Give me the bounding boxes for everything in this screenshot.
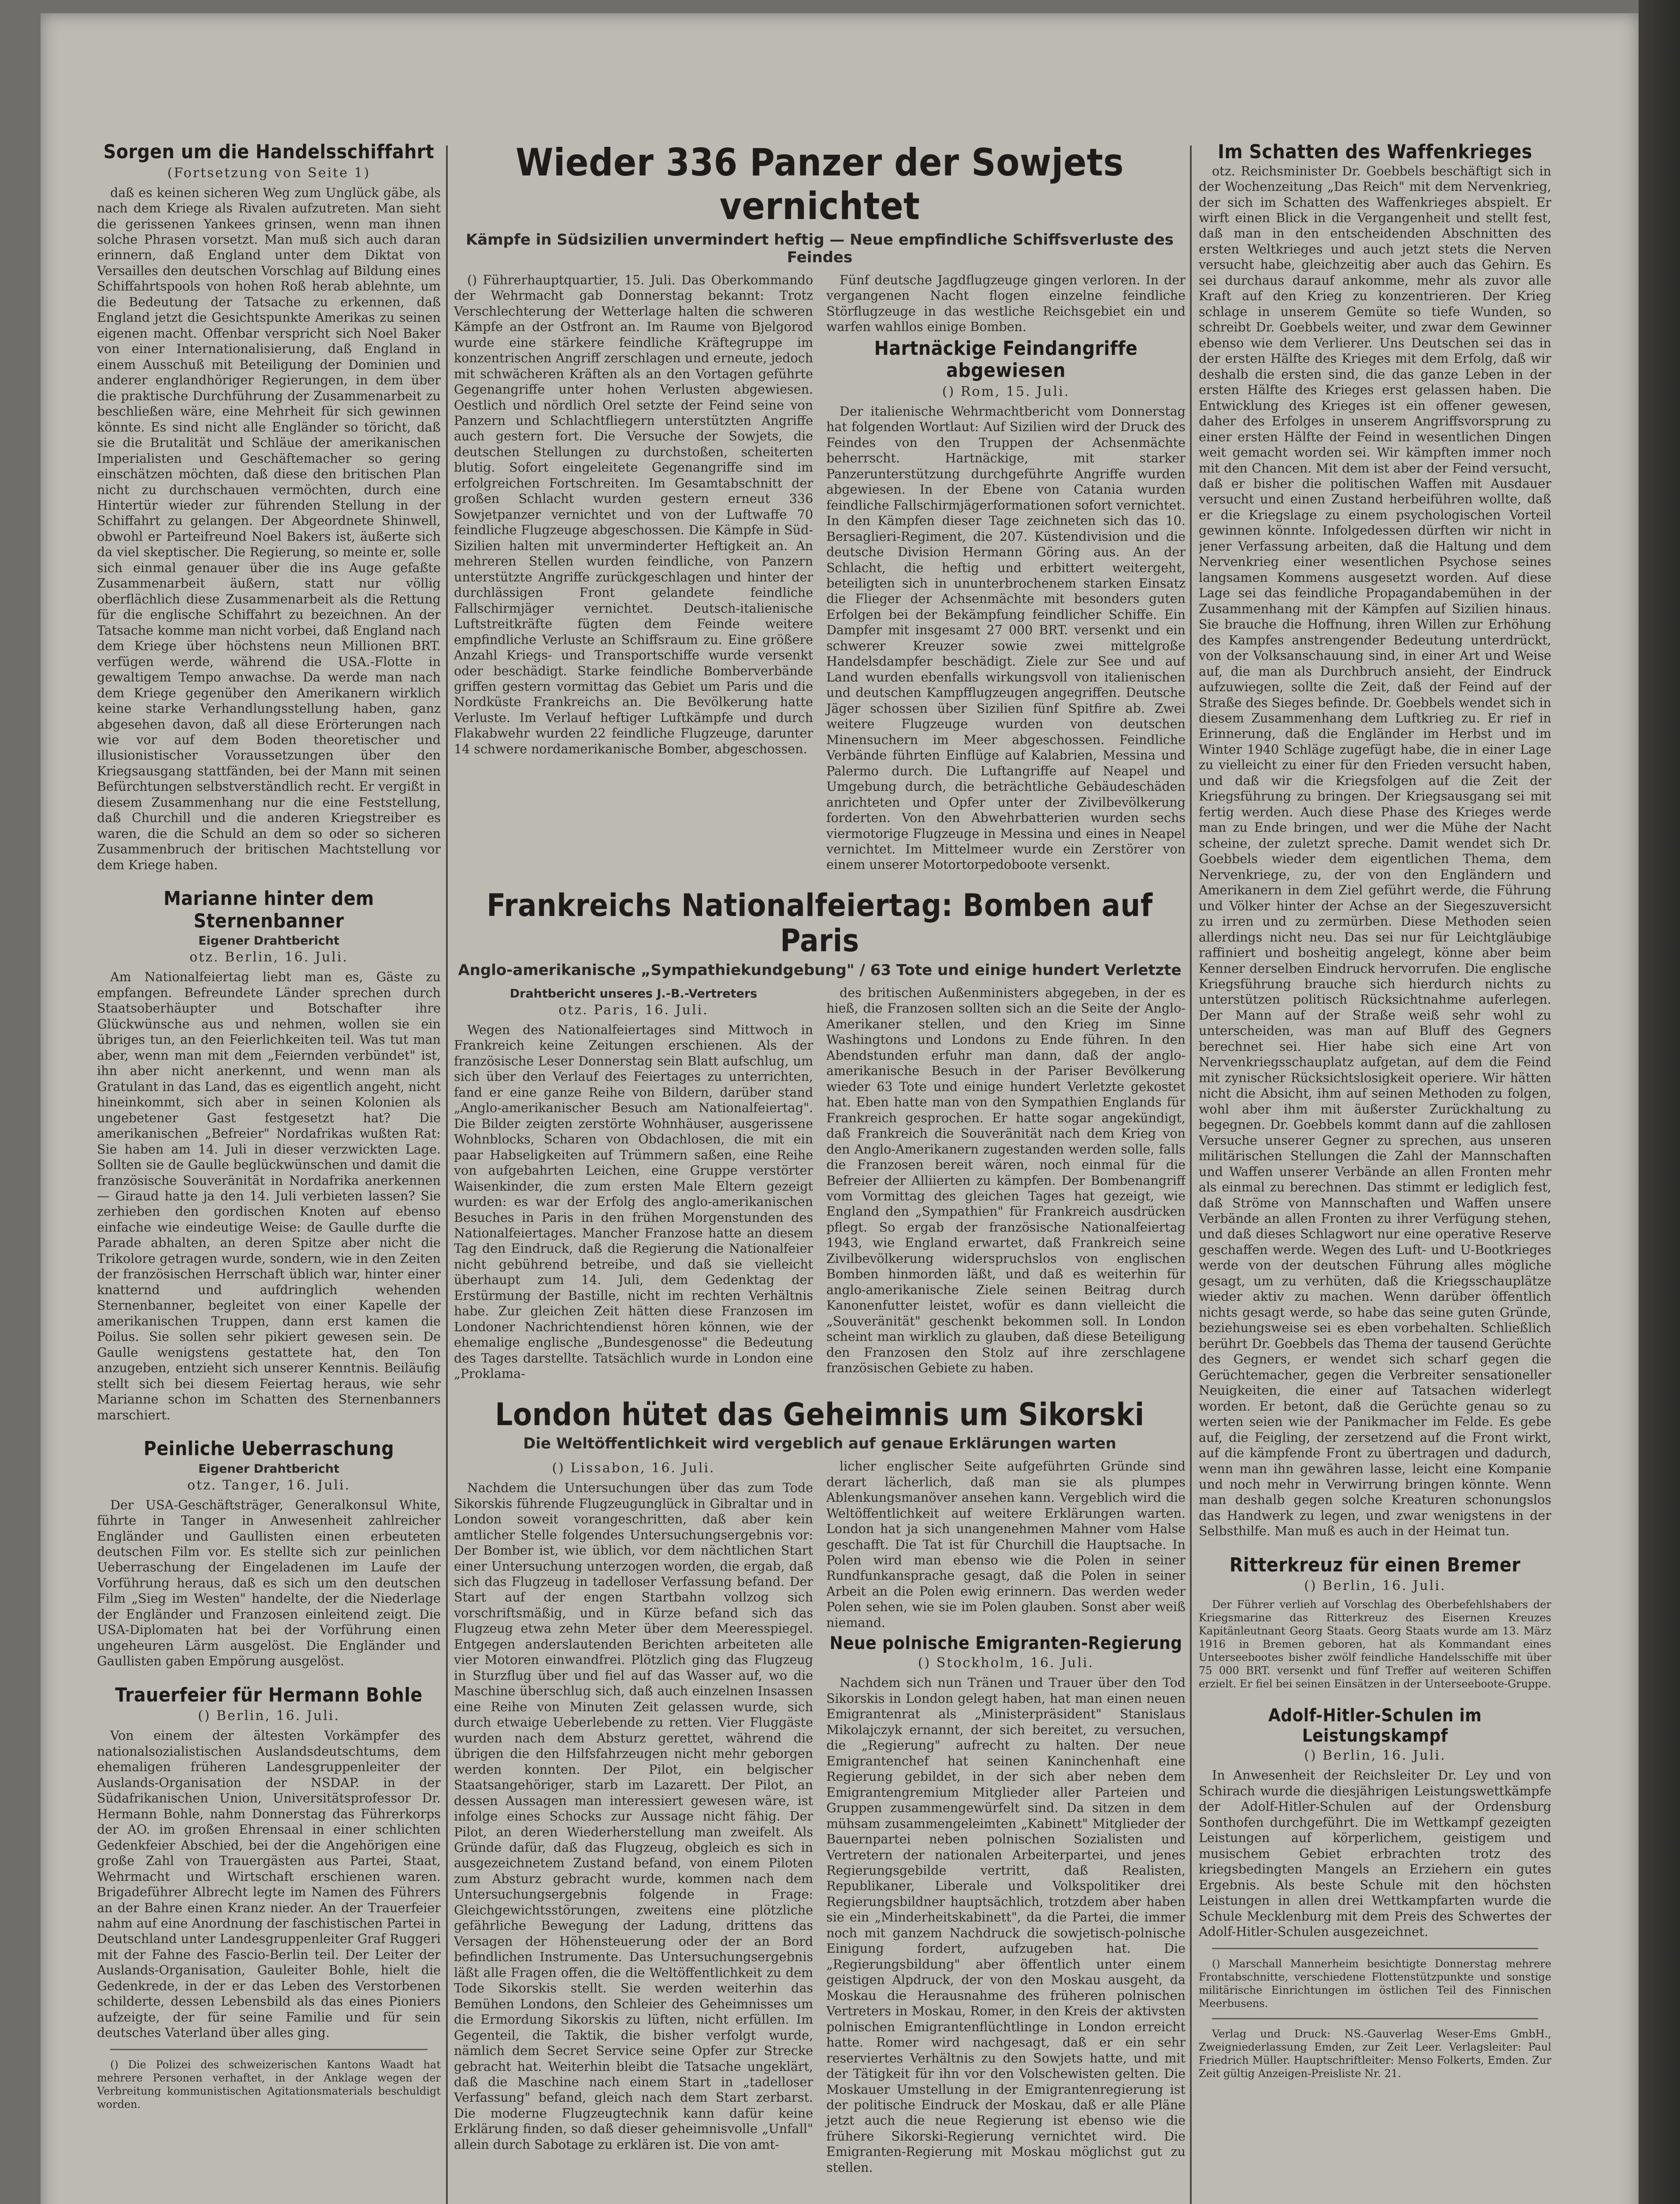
column-rule-right	[1190, 145, 1192, 2204]
dateline: () Stockholm, 16. Juli.	[918, 1655, 1094, 1671]
headline-trauerfeier: Trauerfeier für Hermann Bohle	[115, 1683, 423, 1706]
separator	[1212, 1948, 1538, 1949]
article-text-marianne: Am Nationalfeiertag liebt man es, Gäste zu empfangen. Befreundete Länder sprechen durch Staatsoberhäupter und Botschafter ihre Glückwünsche aus und nehmen, wollen sie ein übriges tun, an den Feierlichkeiten teil. Was tut man aber, wenn man mit dem „Feiernden verbündet" ist, ihn aber nicht anerkennt, und wenn man als Gratulant in das Land, das es eigentlich angeht, nicht hineinkommt, sich aber in seinen Kolonien als ungebetener Gast festgesetzt hat? Die amerikanischen „Befreier" Nordafrikas wußten Rat: Sie haben am 14. Juli in dieser verzwickten Lage. Sollten sie de Gaulle beglückwünschen und damit die französische Souveränität in Nordafrika anerkennen — Giraud hatte ja den 14. Juli verbieten lassen? Sie zerhieben den gordischen Knoten auf ebenso einfache wie eindeutige Weise: de Gaulle durfte die Parade abhalten, an deren Spitze aber nicht die Trikolore getragen wurde, sondern, wie in den Zeiten der französischen Herrschaft üblich war, hinter einer knatternd und aufdringlich wehenden Sternenbanner, begleitet von einer Kapelle der amerikanischen Truppen, dann erst kamen die Poilus. Sie sollen sehr pikiert gewesen sein. De Gaulle wenigstens gestattete hat, den Ton anzugeben, entzieht sich unserer Kenntnis. Beiläufig stellt sich bei diesem Feiertag heraus, wie sehr Marianne schon im Schatten des Sternenbanners marschiert.	[97, 970, 441, 1422]
headline-handelsschiffahrt: Sorgen um die Handelsschiffahrt	[103, 141, 435, 163]
article-text-nationalfeiertag-cont: des britischen Außenministers abgegeben, in der es hieß, die Franzosen sollten sich an die Seite der Anglo-Amerikaner stellen, und den Krieg im Sinne Washingtons und Londons zu Ende führen. In den Abendstunden erfuhr man dann, daß der anglo-amerikanische Besuch in der Pariser Bevölkerung wieder 63 Tote und einige hundert Verletzte gekostet hat. Eben hatte man von den Sympathien Englands für Frankreich gesprochen. Er hatte sogar angekündigt, daß Frankreich die Souveränität nach dem Krieg von den Anglo-Amerikanern zugestanden werden solle, falls die Franzosen bereit wären, noch einmal für die Befreier der Alliierten zu kämpfen. Der Bombenangriff vom Vormittag des gleichen Tages hat gezeigt, wie England den „Sympathien" für Frankreich ausdrücken pflegt. So ergab der französische Nationalfeiertag 1943, wie England erwartet, daß Frankreich seine Zivilbevölkerung widerspruchslos von englischen Bomben hinmorden läßt, und daß es weiterhin für anglo-amerikanische Ziele seinen Beitrag durch Kanonenfutter leistet, wofür es dann vielleicht die „Souveränität" geschenkt bekommen soll. In London scheint man wirklich zu glauben, daß diese Beteiligung den Franzosen den Stolz auf ihre zerschlagene französischen Gebiete zu haben.	[826, 985, 1186, 1376]
headline-schatten-waffenkrieg: Im Schatten des Waffenkrieges	[1218, 141, 1532, 163]
imprint: Verlag und Druck: NS.-Gauverlag Weser-Ems GmbH., Zweigniederlassung Emden, zur Zeit Leer. Verlagsleiter: Paul Friedrich Müller. Hauptschriftleiter: Menso Folkerts, Emden. Zur Zeit gültig Anzeigen-Preisliste Nr. 21.	[1199, 2027, 1551, 2080]
article-text-ritterkreuz: Der Führer verlieh auf Vorschlag des Oberbefehlshabers der Kriegsmarine das Ritterkreuz des Eisernen Kreuzes Kapitänleutnant Georg Staats. Georg Staats wurde am 13. März 1916 in Bremen geboren, hat als Kommandant eines Unterseebootes bisher zwölf feindliche Handelsschiffe mit über 75 000 BRT. versenkt und fünf Treffer auf weiteren Schiffen erzielt. Er fiel bei seinen Einsätzen in der Unterseeboote-Gruppe.	[1199, 1598, 1551, 1690]
article-text-leistungskampf: In Anwesenheit der Reichsleiter Dr. Ley und von Schirach wurde die diesjährigen Leistungswettkämpfe der Adolf-Hitler-Schulen auf der Ordensburg Sonthofen durchgeführt. Die im Wettkampf gezeigten Leistungen auf körperlichem, geistigem und musischem Gebiet erbrachten trotz des kriegsbedingten Mangels an Erziehern ein gutes Ergebnis. Als beste Schule mit den höchsten Leistungen in allen drei Wettkampfarten wurde die Schule Mecklenburg mit dem Preis des Schwertes der Adolf-Hitler-Schulen ausgezeichnet.	[1199, 1768, 1551, 1940]
column-middle	[454, 141, 1186, 2204]
article-text-nervenkrieg: otz. Reichsminister Dr. Goebbels beschäftigt sich in der Wochenzeitung „Das Reich" mit dem Nervenkrieg, der sich im Schatten des Waffenkrieges abspielt. Er wirft einen Blick in die Vergangenheit und stellt fest, daß man in den entscheidenden Abschnitten des ersten Weltkrieges und auch jetzt stets die Nerven versucht habe, gleichzeitig aber auch das Gehirn. Es sei durchaus darauf ankomme, mehr als zuvor alle Kraft auf den Krieg zu konzentrieren. Der Krieg schlage in unserem Gemüte so tiefe Wunden, so schreibt Dr. Goebbels weiter, und zwar dem Gewinner ebenso wie dem Verlierer. Uns Deutschen sei das in der ersten Hälfte des Krieges mit dem Erfolg, daß wir deshalb die ersten sind, die das ganze Leben in der ersten Hälfte des Krieges erst gelassen haben. Die Entwicklung des Krieges ist ein offener gewesen, daher des Erfolges in unserem Angriffsvorsprung zu einer ersten Hälfte der Feind in wesentlichen Dingen weit gemacht worden sei. Wir kämpften immer noch mit den Chancen. Mit dem ist aber der Feind versucht, daß er bisher die politischen Waffen mit Ausdauer versucht und einen Zustand herbeiführen wollte, daß er die Kriegslage zu einem psychologischen Vorteil gewinnen könnte. Infolgedessen dürften wir nicht in jener Verfassung arbeiten, daß die Haltung und dem Nervenkrieg einer wesentlichen Psychose seines langsamen Kommens ausgesetzt worden. Auf diese Lage sei das feindliche Propagandabemühen in der Zusammenhang mit der Kämpfen auf Sizilien hinaus. Sie brauche die Hoffnung, ihren Willen zur Erhöhung des Kampfes anstrengender Bedeutung unterdrückt, von der Volksanschauung sind, in einer Art und Weise auf, die man als Durchbruch ansieht, der Eindruck aufzuwiegen, sollte die Zeit, daß der Feind auf der Straße des Sieges befinde. Dr. Goebbels wendet sich in diesem Zusammenhang dem Luftkrieg zu. Er rief in Erinnerung, daß die Engländer im Herbst und im Winter 1940 Schläge zugefügt habe, die in einer Lage zu vielleicht zu einer für den Frieden versucht haben, und daß wir die Kriegsfolgen auf die Zeit der Kriegsführung zu bringen. Der Kriegsausgang sei mit fertig werden. Auch diese Phase des Krieges werde man zu Ende bringen, und wer die Mühe der Nacht scheine, der zuletzt spreche. Damit wendet sich Dr. Goebbels wieder dem eigentlichen Thema, dem Nervenkriege, zu, der von den Engländern und Amerikanern in dem Ziel geführt werde, die Führung und Völker hinter der Achse an der Siegeszuversicht zu irren und zu zermürben. Diese Methoden seien allerdings nicht neu. Das sei nur für Leichtgläubige raffiniert und bosheitig angelegt, könne aber beim Kenner derselben Eindruck hervorrufen. Die englische Kriegsführung brauche sich hierdurch nichts zu unterstützen politisch Rücksichtnahme auferlegen. Der Mann auf der Straße weiß sehr wohl zu unterscheiden, was man auf Bluff des Gegners berechnet sei. Hier habe sich eine Art von Nervenkriegsschauplatz aufgetan, auf dem die Feind mit zynischer Rücksichtslosigkeit operiere. Wir hätten nicht die Absicht, ihm auf seinen Methoden zu folgen, wohl aber ihm mit äußerster Zurückhaltung zu begegnen. Dr. Goebbels kommt dann auf die zahllosen Versuche unserer Gegner zu sprechen, aus unseren militärischen Stellungen die Zahl der Mannschaften und Waffen unserer Verbände an allen Fronten mehr als einmal zu berechnen. Das stimmt er lediglich fest, daß Ströme von Mannschaften und Waffen unsere Verbände an allen Fronten zu ihrer Verfügung stehen, und daß dieses Schlagwort nur eine operative Reserve geschaffen werde. Wegen des Luft- und U-Bootkrieges werde von der deutschen Führung alles mögliche gesagt, um zu verhüten, daß die Kriegsschauplätze wieder aktiv zu machen. Wenn darüber öffentlich nichts gesagt werde, so habe das seine guten Gründe, beziehungsweise sei es eben vorbehalten. Schließlich berührt Dr. Goebbels das Thema der tausend Gerüchte des Gegners, er wendet sich scharf gegen die Gerüchtemacher, gegen die Verbreiter sensationeller Neuigkeiten, die einer auf Tatsachen widerlegt worden. Er betont, daß die Gerüchte genau so zu werten seien wie der Panikmacher im Felde. Es gebe auf, die Feigling, der zersetzend auf die Front wirkt, auf die kämpfende Front zu übertragen und dadurch, wenn man ihn gewähren lasse, leicht eine Kompanie und noch mehr in Verwirrung bringen könnte. Wenn man deshalb gegen solche Kreaturen schonungslos das Handwerk zu legen, und zwar wenigstens in der Selbsthilfe. Man muß es auch in der Heimat tun.	[1199, 164, 1551, 1539]
article-text-peinliche: Der USA-Geschäftsträger, Generalkonsul White, führte in Tanger in Anwesenheit zahlreicher Engländer und Gaullisten einen erbeuteten deutschen Film vor. Es stellte sich zur peinlichen Ueberraschung der Eingeladenen im Laufe der Vorführung heraus, daß es sich um den deutschen Film „Sieg im Westen" handelte, der die Niederlage der Engländer und Franzosen einleitend zeigt. Die USA-Diplomaten hat bei der Vorführung einen ungeheuren Lärm ausgelöst. Die Engländer und Gaullisten gaben Empörung ausgelöst.	[97, 1497, 441, 1669]
headline-peinliche-ueberraschung: Peinliche Ueberraschung	[143, 1437, 394, 1460]
article-text-handelsschiffahrt: daß es keinen sicheren Weg zum Unglück gäbe, als nach dem Kriege als Rivalen aufzutreten. Man sieht die gerissenen Yankees grinsen, wenn man ihnen solche Phrasen vorsetzt. Man muß sich auch daran erinnern, daß England unter dem Diktat von Versailles den deutschen Vorschlag auf Bildung eines Schiffahrtspools von hohen Roß herab ablehnte, um die Bedeutung der Tatsache zu erkennen, daß England jetzt die Gesichtspunkte Amerikas zu seinen eigenen macht. Offenbar verspricht sich Noel Baker von einer Internationalisierung, daß England in einem Ausschuß mit Beteiligung der Dominien und anderer englandhöriger Regierungen, in dem über die praktische Durchführung der Zusammenarbeit zu beschließen wäre, eine Mehrheit für sich gewinnen könnte. Es sind nicht alle Engländer so töricht, daß sie die Brutalität und Schläue der amerikanischen Imperialisten und Geschäftemacher so gering einschätzen möchten, daß diese den britischen Plan nicht zu durchschauen vermöchten, durch eine Hintertür wieder zur führenden Stellung in der Schiffahrt zu gelangen. Der Abgeordnete Shinwell, obwohl er Parteifreund Noel Bakers ist, äußerte sich da viel skeptischer. Die Regierung, so meinte er, solle sich einmal genauer über die ins Auge gefaßte Zusammenarbeit äußern, statt nur völlig oberflächlich diese Zusammenarbeit als die Rettung für die englische Schiffahrt zu bezeichnen. An der Tatsache komme man nicht vorbei, daß England nach dem Kriege über höchstens neun Millionen BRT. verfügen werde, während die USA.-Flotte in gewaltigem Tempo anwachse. Da werde man nach dem Kriege gegenüber den Amerikanern wirklich keine starke Verhandlungsstellung haben, ganz abgesehen davon, daß all diese Erörterungen nach wie vor auf dem Boden theoretischer und illusionistischer Voraussetzungen über den Kriegsausgang stattfänden, bei der Mann mit seinen Befürchtungen selbstverständlich recht. Er vergißt in diesem Zusammenhang nur die eine Feststellung, daß Churchill und die anderen Kriegstreiber es waren, die die Schuld an dem so oder so sicheren Zusammenbruch der britischen Machtstellung vor dem Kriege haben.	[97, 185, 441, 872]
dateline: otz. Berlin, 16. Juli.	[189, 949, 349, 965]
wire-note: Drahtbericht unseres J.-B.-Vertreters	[509, 987, 758, 1001]
dateline: () Berlin, 16. Juli.	[1304, 1748, 1446, 1764]
column-left	[97, 141, 441, 2204]
wire-note: Eigener Drahtbericht	[198, 1462, 339, 1476]
article-text-waadt: () Die Polizei des schweizerischen Kantons Waadt hat mehrere Personen verhaftet, in der Anklage wegen der Verbreitung kommunistischen Agitationsmaterials beschuldigt worden.	[97, 2058, 441, 2111]
wire-note: Eigener Drahtbericht	[198, 934, 339, 948]
article-text-nationalfeiertag: Wegen des Nationalfeiertages sind Mittwoch in Frankreich keine Zeitungen erschienen. Als der französische Leser Donnerstag sein Blatt aufschlug, um sich über den Verlauf des Feiertages zu unterrichten, fand er eine ganze Reihe von Bildern, darüber stand „Anglo-amerikanischer Besuch am Nationalfeiertag". Die Bilder zeigten zerstörte Wohnhäuser, ausgerissene Wohnblocks, Scharen von Obdachlosen, die mit ein paar Habseligkeiten auf Trümmern saßen, eine Reihe von aufgebahrten Leichen, eine Gruppe verstörter Waisenkinder, die zum ersten Male Eltern gezeigt wurden: es war der Erfolg des anglo-amerikanischen Besuches in Paris in den frühen Morgenstunden des Nationalfeiertages. Mancher Franzose hatte an diesem Tag den Eindruck, daß die Regierung die Nationalfeier nicht gebührend betreibe, und daß sie vielleicht überhaupt zum 14. Juli, dem Gedenktag der Erstürmung der Bastille, nicht im rechten Verhältnis habe. Zur gleichen Zeit hätten diese Franzosen im Londoner Nachrichtendienst hören können, wie der ehemalige englische „Bundesgenosse" die Bedeutung des Tages darstellte. Tatsächlich wurde in London eine „Proklama-	[454, 1022, 813, 1381]
article-text-trauerfeier: Von einem der ältesten Vorkämpfer des nationalsozialistischen Auslandsdeutschtums, dem ehemaligen früheren Landesgruppenleiter der Auslands-Organisation der NSDAP. in der Südafrikanischen Union, Universitätsprofessor Dr. Hermann Bohle, nahm Donnerstag das Führerkorps der AO. im großen Ehrensaal in einer schlichten Gedenkfeier Abschied, bei der die Angehörigen eine große Zahl von Trauergästen aus Partei, Staat, Wehrmacht und Wirtschaft erschienen waren. Brigadeführer Albrecht legte im Namen des Führers an der Bahre einen Kranz nieder. An der Trauerfeier nahm auf eine Anordnung der faschistischen Partei in Deutschland unter Landesgruppenleiter Graf Ruggeri mit der Fahne des Fascio-Berlin teil. Der Leiter der Auslands-Organisation, Gauleiter Bohle, hielt die Gedenkrede, in der er das Leben des Verstorbenen schilderte, dessen Lebensbild als das eines Pioniers aufzeigte, der für seine Familie und für sein deutsches Vaterland über alles ging.	[97, 1728, 441, 2040]
article-text-feindangriffe: Der italienische Wehrmachtbericht vom Donnerstag hat folgenden Wortlaut: Auf Sizilien wird der Druck des Feindes von den Truppen der Achsenmächte beherrscht. Hartnäckige, mit starker Panzerunterstützung durchgeführte Angriffe wurden abgewiesen. In der Ebene von Catania wurden feindliche Fallschirmjägerformationen sofort vernichtet. In den Kämpfen dieser Tage zeichneten sich das 10. Bersaglieri-Regiment, die 207. Küstendivision und die deutsche Division Hermann Göring aus. An der Schlacht, die heftig und erbittert weitergeht, beteiligten sich in ununterbrochenem starken Einsatz die Flieger der Achsenmächte mit besonders guten Erfolgen bei der Bekämpfung feindlicher Schiffe. Ein Dampfer mit insgesamt 27 000 BRT. versenkt und ein schwerer Kreuzer sowie zwei mittelgroße Handelsdampfer beschädigt. Ziele zur See und auf Land wurden ebenfalls wirkungsvoll von italienischen und deutschen Kampfflugzeugen angegriffen. Deutsche Jäger schossen über Sizilien fünf Spitfire ab. Zwei weitere Flugzeuge wurden von deutschen Minensuchern im Meer abgeschossen. Feindliche Verbände führten Einflüge auf Kalabrien, Messina und Palermo durch. Die Luftangriffe auf Neapel und Umgebung durch, die beträchtliche Gebäudeschäden anrichteten und Opfer unter der Zivilbevölkerung forderten. Von den Abwehrbatterien wurden sechs viermotorige Flugzeuge in Messina und eines in Neapel vernichtet. Im Mittelmeer wurde ein Zerstörer von einem unserer Motortorpedoboote versenkt.	[826, 404, 1186, 872]
article-text-emigranten: Nachdem sich nun Tränen und Trauer über den Tod Sikorskis in London gelegt haben, hat man einen neuen Emigrantenrat als „Ministerpräsident" Stanislaus Mikolajczyk ernannt, der sich bereitet, zu versuchen, die „Regierung" aufrecht zu halten. Der neue Emigrantenchef hat seinen Kaninchenhaft eine Regierung gebildet, in der sich aber neben dem Emigrantengremium Mitglieder aller Parteien und Gruppen zusammengewürfelt sind. Da sitzen in dem mühsam zusammengeleimten „Kabinett" Mitglieder der Bauernpartei neben polnischen Sozialisten und Vertretern der nationalen Arbeiterpartei, und jenes Regierungsgebilde vertritt, daß Realisten, Republikaner, Liberale und Volkspolitiker drei Regierungsbildner hauptsächlich, trotzdem aber haben sie ein „Minderheitskabinett", da die Partei, die immer noch mit ganzem Nachdruck die sowjetisch-polnische Einigung fordert, aufzugeben hat. Die „Regierungsbildung" aber öffentlich unter einem geistigen Alpdruck, der von den Moskau ausgeht, da Moskau die Herausnahme des früheren polnischen Vertreters in Moskau, Romer, in den Kreis der aktivsten polnischen Emigrantenflüchtlinge in London erreicht hatte. Romer wird nachgesagt, daß er ein sehr reserviertes Verhältnis zu den Sowjets hatte, und mit der Tätigkeit für ihn vor den Volschewisten gelten. Die Moskauer Umstellung in der Emigrantenregierung ist der politische Eindruck der Moskau, daß er alle Pläne jetzt auch die neue Regierung ist ebenso wie die frühere Sikorski-Regierung vernichtet wird. Die Emigranten-Regierung mit Moskau möglichst gut zu stellen.	[826, 1675, 1186, 2175]
article-text-mannerheim: () Marschall Mannerheim besichtigte Donnerstag mehrere Frontabschnitte, verschiedene Flottenstützpunkte und sonstige militärische Einrichtungen im östlichen Teil des Finnischen Meerbusens.	[1199, 1957, 1551, 2010]
separator	[1212, 2018, 1538, 2019]
article-text-panzer-cont: Fünf deutsche Jagdflugzeuge gingen verloren. In der vergangenen Nacht flogen einzelne feindliche Störflugzeuge in das westliche Reichsgebiet ein und warfen wahllos einige Bomben.	[826, 272, 1186, 335]
subheadline-sikorski: Die Weltöffentlichkeit wird vergeblich auf genaue Erklärungen warten	[523, 1435, 1116, 1453]
dateline: otz. Tanger, 16. Juli.	[187, 1477, 351, 1493]
dateline: () Lissabon, 16. Juli.	[552, 1460, 715, 1476]
column-rule-left	[446, 145, 448, 2204]
headline-sikorski: London hütet das Geheimnis um Sikorski	[495, 1396, 1145, 1433]
headline-nationalfeiertag: Frankreichs Nationalfeiertag: Bomben auf Paris	[487, 887, 1153, 959]
headline-marianne: Marianne hinter dem Sternenbanner	[164, 887, 374, 932]
headline-emigranten-regierung: Neue polnische Emigranten-Regierung	[829, 1633, 1182, 1654]
dateline: () Rom, 15. Juli.	[942, 383, 1070, 399]
page-edge-dark	[1639, 0, 1680, 2204]
article-text-sikorski-cont: licher englischer Seite aufgeführten Gründe sind derart lächerlich, daß man sie als plumpes Ablenkungsmanöver ansehen kann. Vergeblich wird die Weltöffentlichkeit auf weitere Erklärungen warten. London hat ja sich unangenehmen Mahner vom Halse geschafft. Die Tat ist für Churchill die Hauptsache. In Polen wird man ebenso wie die Polen in seiner Rundfunkansprache gesagt, daß die Polen in seiner Arbeit an die Polen ewig erinnern. Das werden weder Polen sehen, wie sie im Polen glauben. Sonst aber weiß niemand.	[826, 1459, 1186, 1630]
dateline: () Berlin, 16. Juli.	[1304, 1578, 1446, 1594]
headline-adolf-hitler-schulen: Adolf-Hitler-Schulen im Leistungskampf	[1268, 1705, 1482, 1746]
dateline: otz. Paris, 16. Juli.	[558, 1002, 709, 1018]
column-right	[1199, 141, 1551, 2204]
article-text-sikorski: Nachdem die Untersuchungen über das zum Tode Sikorskis führende Flugzeugunglück in Gibraltar und in London soweit vorangeschritten, daß aber kein amtlicher Stelle folgendes Untersuchungsergebnis vor: Der Bomber ist, wie üblich, vor dem nächtlichen Start einer Untersuchung unterzogen worden, die ergab, daß sich das Flugzeug in tadelloser Verfassung befand. Der Start auf der engen Startbahn vollzog sich vorschriftsmäßig, und in Kürze befand sich das Flugzeug etwa zehn Meter über dem Meeresspiegel. Entgegen anderslautenden Berichten arbeiteten alle vier Motoren einwandfrei. Plötzlich ging das Flugzeug in Sturzflug über und fiel auf das Wasser auf, wo die Maschine überschlug sich, daß auch einzelnen Insassen eine Reihe von Minuten Zeit gelassen wurde, sich durch etwaige Ueberlebende zu retten. Vier Fluggäste wurden nach dem Absturz gerettet, während die übrigen die den Hilfsfahrzeugen nicht mehr geborgen werden konnten. Der Pilot, ein belgischer Staatsangehöriger, starb im Lazarett. Der Pilot, an dessen Aussagen man interessiert gewesen wäre, ist infolge eines Schocks zur Aussage nicht fähig. Der Pilot, an deren Wiederherstellung man zweifelt. Als Gründe dafür, daß das Flugzeug, obgleich es sich in ausgezeichnetem Zustand befand, von einem Piloten zum Absturz gebracht wurde, kommen nach dem Untersuchungsergebnis folgende in Frage: Gleichgewichtsstörungen, zweitens eine plötzliche gefährliche Bewegung der Ladung, drittens das Versagen der Höhensteuerung oder der an Bord befindlichen Instrumente. Das Untersuchungsergebnis läßt alle Fragen offen, die die Weltöffentlichkeit zu dem Tode Sikorskis stellt. Sie werden weiterhin das Bemühen Londons, den Schleier des Geheimnisses um die Ermordung Sikorskis zu lüften, nicht erfüllen. Im Gegenteil, die Taktik, die bisher verfolgt wurde, nämlich dem Secret Service seine Opfer zur Strecke gebracht hat. Weiterhin bleibt die Tatsache ungeklärt, daß die Maschine nach einem Start in „tadelloser Verfassung" befand, gleich nach dem Start zerbarst. Die moderne Flugzeugtechnik kann dafür keine Erklärung finden, so daß dieser geheimnisvolle „Unfall" allein durch Sabotage zu erklären ist. Die von amt-	[454, 1481, 813, 2152]
headline-ritterkreuz: Ritterkreuz für einen Bremer	[1229, 1553, 1521, 1576]
headline-feindangriffe: Hartnäckige Feindangriffe abgewiesen	[874, 337, 1138, 382]
article-text-panzer: () Führerhauptquartier, 15. Juli. Das Oberkommando der Wehrmacht gab Donnerstag bekannt: Trotz Verschlechterung der Wetterlage halten die schweren Kämpfe an der Ostfront an. Im Raume von Bjelgorod wurde eine stärkere feindliche Kräftegruppe im konzentrischen Angriff zerschlagen und erneute, jedoch mit schwächeren Kräften als an den Vortagen geführte Gegenangriffe unter hohen Verlusten abgewiesen. Oestlich und nördlich Orel setzte der Feind seine von Panzern und Schlachtfliegern unterstützten Angriffe auch gestern fort. Die Versuche der Sowjets, die deutschen Stellungen zu durchstoßen, scheiterten blutig. Sofort eingeleitete Gegenangriffe sind im erfolgreichen Fortschreiten. Im Gesamtabschnitt der großen Schlacht wurden gestern erneut 336 Sowjetpanzer vernichtet und von der Luftwaffe 70 feindliche Flugzeuge abgeschossen. Die Kämpfe in Süd-Sizilien halten mit unverminderter Heftigkeit an. An mehreren Stellen wurden feindliche, von Panzern unterstützte Angriffe zurückgeschlagen und hinter der durchlässigen Front gelandete feindliche Fallschirmjäger vernichtet. Deutsch-italienische Luftstreitkräfte fügten dem Feinde weitere empfindliche Verluste an Schiffsraum zu. Eine größere Anzahl Kriegs- und Transportschiffe wurde versenkt oder beschädigt. Starke feindliche Bomberverbände griffen gestern vormittag das Gebiet um Paris und die Nordküste Frankreichs an. Die Bevölkerung hatte Verluste. Im Verlauf heftiger Luftkämpfe und durch Flakabwehr wurden 22 feindliche Flugzeuge, darunter 14 schwere nordamerikanische Bomber, abgeschossen.	[454, 272, 813, 756]
dateline: () Berlin, 16. Juli.	[198, 1708, 340, 1724]
headline-panzer-vernichtet: Wieder 336 Panzer der Sowjets vernichtet	[516, 141, 1124, 228]
separator	[110, 2049, 427, 2050]
subheadline-panzer: Kämpfe in Südsizilien unvermindert heftig — Neue empfindliche Schiffsverluste des Feindes	[465, 231, 1174, 266]
continuation-note: (Fortsetzung von Seite 1)	[167, 165, 371, 181]
subheadline-nationalfeiertag: Anglo-amerikanische „Sympathiekundgebung" / 63 Tote und einige hundert Verletzte	[458, 961, 1182, 979]
